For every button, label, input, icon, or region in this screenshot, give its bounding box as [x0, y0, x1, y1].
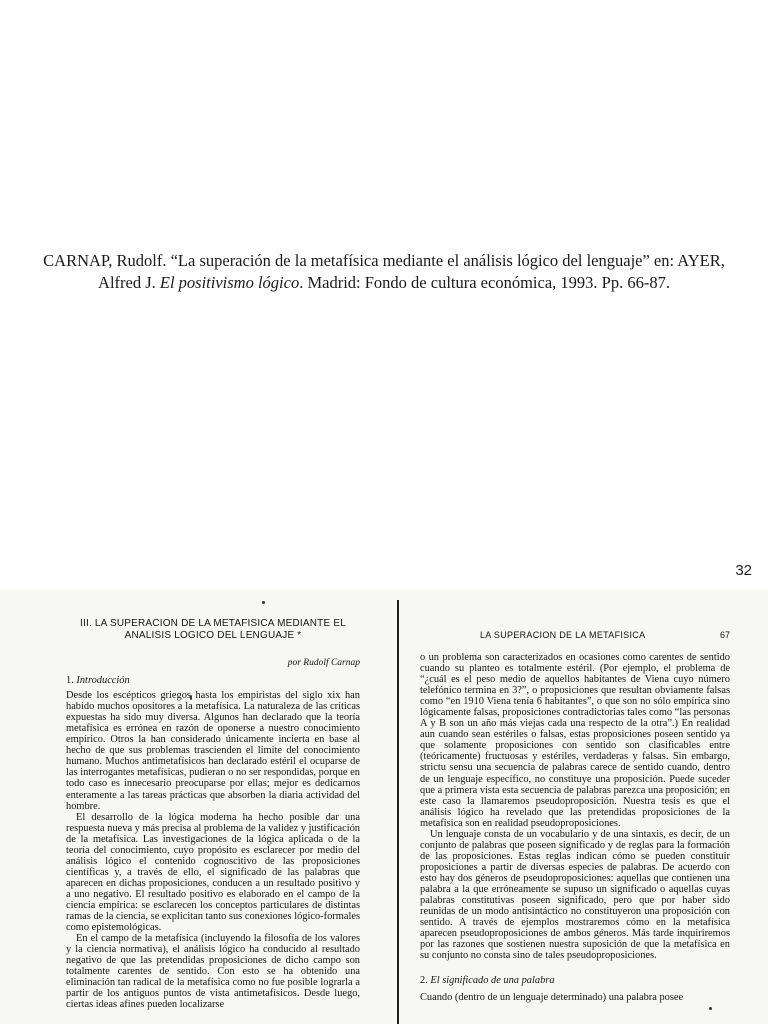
running-title: LA SUPERACION DE LA METAFISICA [480, 630, 646, 640]
paragraph: Desde los escépticos griegos hasta los empiristas del siglo xix han habido muchos opositores a la metafísica. La naturaleza de las críticas expuestas ha sido muy diversa. Algunos han declarado que la teoría metafísica es errónea en razón de oponerse a nuestro conocimiento empírico. Otros la han considerado únicamente incierta en base al hecho de que sus problemas trascienden el límite del conocimiento humano. Muchos antimetafísicos han declarado estéril el ocuparse de las interrogantes metafísicas, pudieran o no ser respondidas, porque en todo caso es innecesario preocuparse por ellas; mejor es dedicarnos enteramente a las tareas prácticas que absorben la diaria actividad del hombre. [66, 690, 360, 812]
center-gutter-line [397, 600, 399, 1024]
paragraph: Un lenguaje consta de un vocabulario y de una sintaxis, es decir, de un conjunto de palabras que poseen significado y de reglas para la formación de las proposiciones. Estas reglas indican cómo se pueden constituir proposiciones a partir de diversas especies de palabras. De acuerdo con esto hay dos géneros de pseudoproposiciones: aquellas que contienen una palabra a la que erróneamente se supuso un significado o aquellas cuyas palabras constitutivas poseen significado, pero que por haber sido reunidas de un modo antisintáctico no constituyeron una proposición con sentido. A través de ejemplos mostraremos cómo en la metafísica aparecen pseudoproposiciones de ambos géneros. Más tarde inquiriremos por las razones que sostienen nuestra suposición de que la metafísica en su conjunto no consta sino de tales pseudoproposiciones. [420, 828, 730, 962]
section-number: 2. [420, 975, 428, 987]
citation [40, 250, 728, 294]
left-column [66, 618, 360, 1010]
section-heading [420, 975, 730, 986]
section-number: 1. [66, 675, 74, 687]
right-column [420, 652, 730, 1003]
paragraph: En el campo de la metafísica (incluyendo la filosofía de los valores y la ciencia normativa), el análisis lógico ha conducido al resultado negativo de que las pretendidas proposiciones de dicho campo son totalmente carentes de sentido. Con esto se ha obtenido una eliminación tan radical de la metafísica como no fue posible lograrla a partir de los antiguos puntos de vista antimetafísicos. Desde luego, ciertas ideas afines pueden localizarse [66, 933, 360, 1011]
scan-speck [262, 601, 265, 604]
chapter-title: III. LA SUPERACION DE LA METAFISICA MEDIANTE EL ANALISIS LOGICO DEL LENGUAJE * [80, 618, 346, 641]
running-page-number: 67 [719, 630, 730, 640]
paragraph-start: Cuando (dentro de un lenguaje determinado) una palabra posee [420, 992, 684, 1004]
citation-tail: . Madrid: Fondo de cultura económica, 1993. Pp. 66-87. [299, 273, 670, 292]
citation-book-title: El positivismo lógico [159, 273, 300, 292]
scan-speck [709, 1007, 712, 1010]
section-heading [66, 675, 360, 686]
paragraph: o un problema son caracterizados en ocasiones como carentes de sentido cuando su planteo es totalmente estéril. (Por ejemplo, el problema de “¿cuál es el peso medio de aquellos habitantes de Viena cuyo número telefónico termina en 3?”, o proposiciones que resultan obviamente falsas como “en 1910 Viena tenía 6 habitantes”, o que son no sólo empírica sino lógicamente falsas, proposiciones contradictorias tales como “las personas A y B son un año más viejas cada una respecto de la otra”.) En realidad aun cuando sean estériles o falsas, estas proposiciones poseen sentido ya que solamente proposiciones con sentido son clasificables entre (teóricamente) fructuosas y estériles, verdaderas y falsas. Sin embargo, strictu sensu una secuencia de palabras carece de sentido cuando, dentro de un lenguaje específico, no constituye una proposición. Puede suceder que a primera vista esta secuencia de palabras parezca una proposición; en este caso la llamaremos pseudoproposición. Nuestra tesis es que el análisis lógico ha revelado que las pretendidas proposiciones de la metafísica son en realidad pseudoproposiciones. [420, 652, 730, 829]
author-line: por Rudolf Carnap [287, 658, 360, 668]
scanned-page-spread [0, 590, 768, 1024]
page-number: 32 [735, 562, 752, 579]
section-title: Introducción [76, 675, 130, 687]
paragraph: El desarrollo de la lógica moderna ha hecho posible dar una respuesta nueva y más precisa al problema de la validez y justificación de la metafísica. Las investigaciones de la lógica aplicada o de la teoría del conocimiento, cuyo propósito es esclarecer por medio del análisis lógico el contenido cognoscitivo de las proposiciones científicas y, a través de ello, el significado de las palabras que aparecen en dichas proposiciones, conducen a un resultado positivo y a uno negativo. El resultado positivo es elaborado en el campo de la ciencia empírica: se esclarecen los conceptos particulares de distintas ramas de la ciencia, se explicitan tanto sus conexiones lógico-formales como epistemológicas. [66, 811, 360, 934]
citation-lead: CARNAP, Rudolf. “La superación de la metafísica mediante el análisis lógico del lenguaje” en: AYER, Alfred J. [43, 251, 725, 292]
section-title: El significado de una palabra [430, 975, 555, 987]
